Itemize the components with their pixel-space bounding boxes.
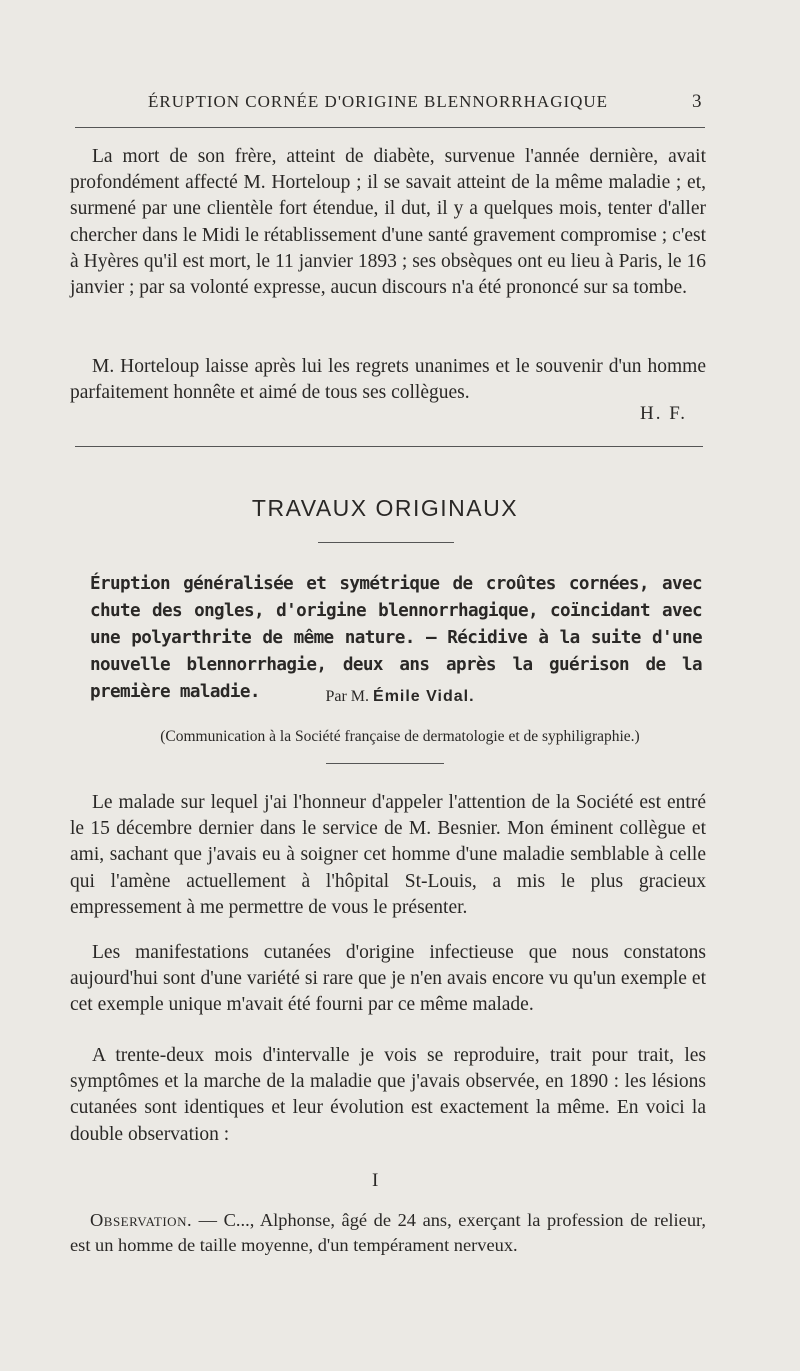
- byline: [0, 688, 800, 706]
- observation-text: — C..., Alphonse, âgé de 24 ans, exerçant la profession de relieur, est un homme de taille moyenne, d'un tempérament nerveux.: [70, 1210, 706, 1255]
- case-number: I: [372, 1170, 379, 1191]
- body-paragraph-3: A trente-deux mois d'intervalle je vois se reproduire, trait pour trait, les symptômes et la marche de la maladie que j'avais observée, en 1890 : les lésions cutanées sont identiques et leur évolution est exactement la même. En voici la double observation :: [70, 1045, 706, 1145]
- obituary-paragraph-1: La mort de son frère, atteint de diabète, survenue l'année dernière, avait profondément affecté M. Horteloup ; il se savait atteint de la même maladie ; et, surmené par une clientèle fort étendue, il dut, il y a quelques mois, tenter d'aller chercher dans le Midi le rétablissement d'une santé gravement compromise ; c'est à Hyères qu'il est mort, le 11 janvier 1893 ; ses obsèques ont eu lieu à Paris, le 16 janvier ; par sa volonté expresse, aucun discours n'a été prononcé sur sa tombe.: [70, 146, 706, 299]
- body-paragraph-2: Les manifestations cutanées d'origine infectieuse que nous constatons aujourd'hui sont d'une variété si rare que je n'en avais encore vu qu'un exemple et cet exemple unique m'avait été fourni par ce même malade.: [70, 942, 706, 1016]
- page-number: 3: [692, 91, 702, 112]
- body-paragraph-1: Le malade sur lequel j'ai l'honneur d'appeler l'attention de la Société est entré le 15 décembre dernier dans le service de M. Besnier. Mon éminent collègue et ami, sachant que j'avais eu à soigner cet homme d'une maladie semblable à celle qui l'amène actuellement à l'hôpital St-Louis, a mis le plus gracieux empressement à me permettre de vous le présenter.: [70, 792, 706, 918]
- byline-prefix: Par M.: [325, 688, 370, 705]
- header-rule: [75, 127, 705, 128]
- author-name: Émile Vidal.: [373, 688, 475, 705]
- section-heading: TRAVAUX ORIGINAUX: [251, 495, 519, 521]
- observation-label: Observation.: [90, 1210, 193, 1230]
- article-title: Éruption généralisée et symétrique de croûtes cornées, avec chute des ongles, d'origine blennorrhagique, coïncidant avec une polyarthrite de même nature. — Récidive à la suite d'une nouvelle blennorrhagie, deux ans après la guérison de la première maladie.: [90, 574, 702, 702]
- byline-rule: [326, 763, 444, 764]
- signature: H. F.: [640, 403, 688, 424]
- section-divider-rule: [75, 446, 703, 447]
- running-title: ÉRUPTION CORNÉE D'ORIGINE BLENNORRHAGIQUE: [148, 92, 609, 111]
- obituary-paragraph-2: M. Horteloup laisse après lui les regrets unanimes et le souvenir d'un homme parfaitement honnête et aimé de tous ses collègues.: [70, 356, 706, 404]
- observation-paragraph: [70, 1208, 706, 1258]
- communication-note: (Communication à la Société française de dermatologie et de syphiligraphie.): [160, 728, 640, 745]
- heading-underline: [318, 542, 454, 543]
